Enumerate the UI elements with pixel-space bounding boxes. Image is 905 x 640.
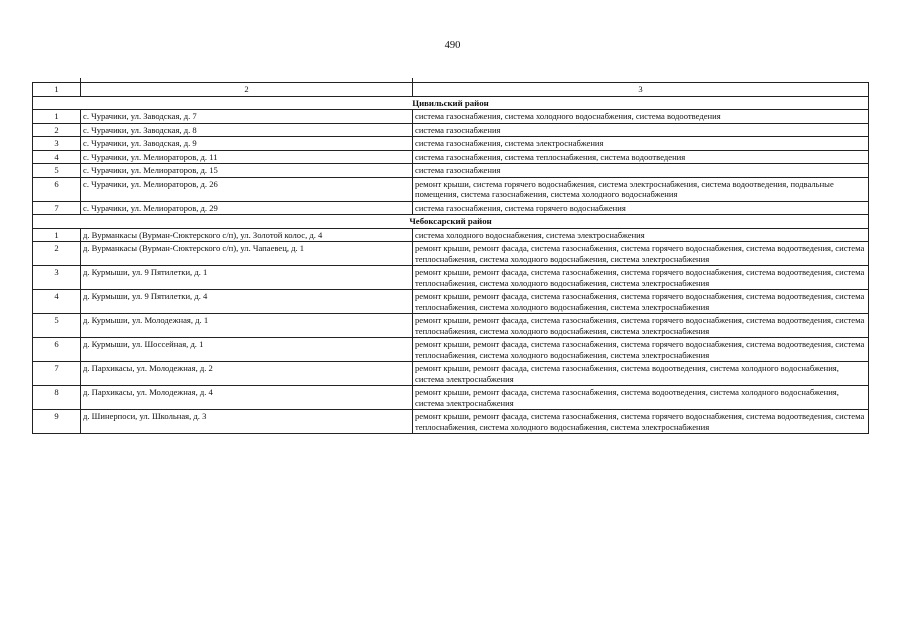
row-works: система газоснабжения, система холодного водоснабжения, система водоотведения bbox=[413, 110, 869, 124]
table-row bbox=[33, 386, 869, 410]
row-address: с. Чурачики, ул. Мелиораторов, д. 29 bbox=[81, 201, 413, 215]
table-row bbox=[33, 242, 869, 266]
table-row bbox=[33, 150, 869, 164]
row-number: 8 bbox=[33, 386, 81, 410]
row-works: система газоснабжения bbox=[413, 123, 869, 137]
table-row bbox=[33, 290, 869, 314]
table-row bbox=[33, 338, 869, 362]
row-works: ремонт крыши, ремонт фасада, система газоснабжения, система водоотведения, система холодного водоснабжения, система электроснабжения bbox=[413, 362, 869, 386]
row-address: д. Курмыши, ул. Молодежная, д. 1 bbox=[81, 314, 413, 338]
row-number: 9 bbox=[33, 410, 81, 434]
row-number: 2 bbox=[33, 123, 81, 137]
district-title: Цивильский район bbox=[33, 96, 869, 110]
table-body bbox=[33, 78, 869, 434]
row-works: система холодного водоснабжения, система электроснабжения bbox=[413, 228, 869, 242]
row-works: система газоснабжения, система горячего водоснабжения bbox=[413, 201, 869, 215]
row-works: система газоснабжения, система электроснабжения bbox=[413, 137, 869, 151]
row-works: ремонт крыши, ремонт фасада, система газоснабжения, система горячего водоснабжения, система водоотведения, система теплоснабжения, система холодного водоснабжения, система электроснабжения bbox=[413, 338, 869, 362]
row-address: с. Чурачики, ул. Заводская, д. 8 bbox=[81, 123, 413, 137]
page-number: 490 bbox=[444, 40, 461, 51]
row-number: 7 bbox=[33, 362, 81, 386]
row-number: 3 bbox=[33, 266, 81, 290]
row-address: д. Курмыши, ул. Шоссейная, д. 1 bbox=[81, 338, 413, 362]
row-works: ремонт крыши, ремонт фасада, система газоснабжения, система горячего водоснабжения, система водоотведения, система теплоснабжения, система холодного водоснабжения, система электроснабжения bbox=[413, 266, 869, 290]
row-address: д. Пархикасы, ул. Молодежная, д. 2 bbox=[81, 362, 413, 386]
row-number: 7 bbox=[33, 201, 81, 215]
row-address: д. Курмыши, ул. 9 Пятилетки, д. 4 bbox=[81, 290, 413, 314]
row-works: ремонт крыши, ремонт фасада, система газоснабжения, система горячего водоснабжения, система водоотведения, система теплоснабжения, система холодного водоснабжения, система электроснабжения bbox=[413, 410, 869, 434]
table-row bbox=[33, 228, 869, 242]
row-number: 3 bbox=[33, 137, 81, 151]
table-row bbox=[33, 201, 869, 215]
table-row bbox=[33, 123, 869, 137]
table-row bbox=[33, 164, 869, 178]
row-address: с. Чурачики, ул. Заводская, д. 7 bbox=[81, 110, 413, 124]
row-number: 1 bbox=[33, 228, 81, 242]
row-address: д. Вурманкасы (Вурман-Сюктерского с/п), ул. Чапаевец, д. 1 bbox=[81, 242, 413, 266]
row-address: д. Пархикасы, ул. Молодежная, д. 4 bbox=[81, 386, 413, 410]
row-works: ремонт крыши, ремонт фасада, система газоснабжения, система горячего водоснабжения, система водоотведения, система теплоснабжения, система холодного водоснабжения, система электроснабжения bbox=[413, 290, 869, 314]
row-number: 6 bbox=[33, 177, 81, 201]
column-header-3: 3 bbox=[413, 83, 869, 97]
row-address: д. Вурманкасы (Вурман-Сюктерского с/п), ул. Золотой колос, д. 4 bbox=[81, 228, 413, 242]
column-number-row bbox=[33, 83, 869, 97]
district-title: Чебоксарский район bbox=[33, 215, 869, 229]
row-number: 4 bbox=[33, 290, 81, 314]
row-address: д. Курмыши, ул. 9 Пятилетки, д. 1 bbox=[81, 266, 413, 290]
table-row bbox=[33, 177, 869, 201]
row-address: д. Шинерпоси, ул. Школьная, д. 3 bbox=[81, 410, 413, 434]
row-works: ремонт крыши, ремонт фасада, система газоснабжения, система водоотведения, система холодного водоснабжения, система электроснабжения bbox=[413, 386, 869, 410]
table-row bbox=[33, 314, 869, 338]
table-row bbox=[33, 362, 869, 386]
row-number: 5 bbox=[33, 164, 81, 178]
row-number: 5 bbox=[33, 314, 81, 338]
row-works: система газоснабжения bbox=[413, 164, 869, 178]
repair-registry-table bbox=[32, 78, 869, 434]
table-row bbox=[33, 137, 869, 151]
row-works: система газоснабжения, система теплоснабжения, система водоотведения bbox=[413, 150, 869, 164]
table-row bbox=[33, 110, 869, 124]
column-header-2: 2 bbox=[81, 83, 413, 97]
row-works: ремонт крыши, система горячего водоснабжения, система электроснабжения, система водоотведения, подвальные помещения, система газоснабжения, система холодного водоснабжения bbox=[413, 177, 869, 201]
district-section-row bbox=[33, 215, 869, 229]
table-row bbox=[33, 266, 869, 290]
row-address: с. Чурачики, ул. Заводская, д. 9 bbox=[81, 137, 413, 151]
row-address: с. Чурачики, ул. Мелиораторов, д. 15 bbox=[81, 164, 413, 178]
row-number: 1 bbox=[33, 110, 81, 124]
row-works: ремонт крыши, ремонт фасада, система газоснабжения, система горячего водоснабжения, система водоотведения, система теплоснабжения, система холодного водоснабжения, система электроснабжения bbox=[413, 242, 869, 266]
row-address: с. Чурачики, ул. Мелиораторов, д. 26 bbox=[81, 177, 413, 201]
row-number: 2 bbox=[33, 242, 81, 266]
row-number: 6 bbox=[33, 338, 81, 362]
column-header-1: 1 bbox=[33, 83, 81, 97]
row-number: 4 bbox=[33, 150, 81, 164]
district-section-row bbox=[33, 96, 869, 110]
row-address: с. Чурачики, ул. Мелиораторов, д. 11 bbox=[81, 150, 413, 164]
row-works: ремонт крыши, ремонт фасада, система газоснабжения, система горячего водоснабжения, система водоотведения, система теплоснабжения, система холодного водоснабжения, система электроснабжения bbox=[413, 314, 869, 338]
table-row bbox=[33, 410, 869, 434]
